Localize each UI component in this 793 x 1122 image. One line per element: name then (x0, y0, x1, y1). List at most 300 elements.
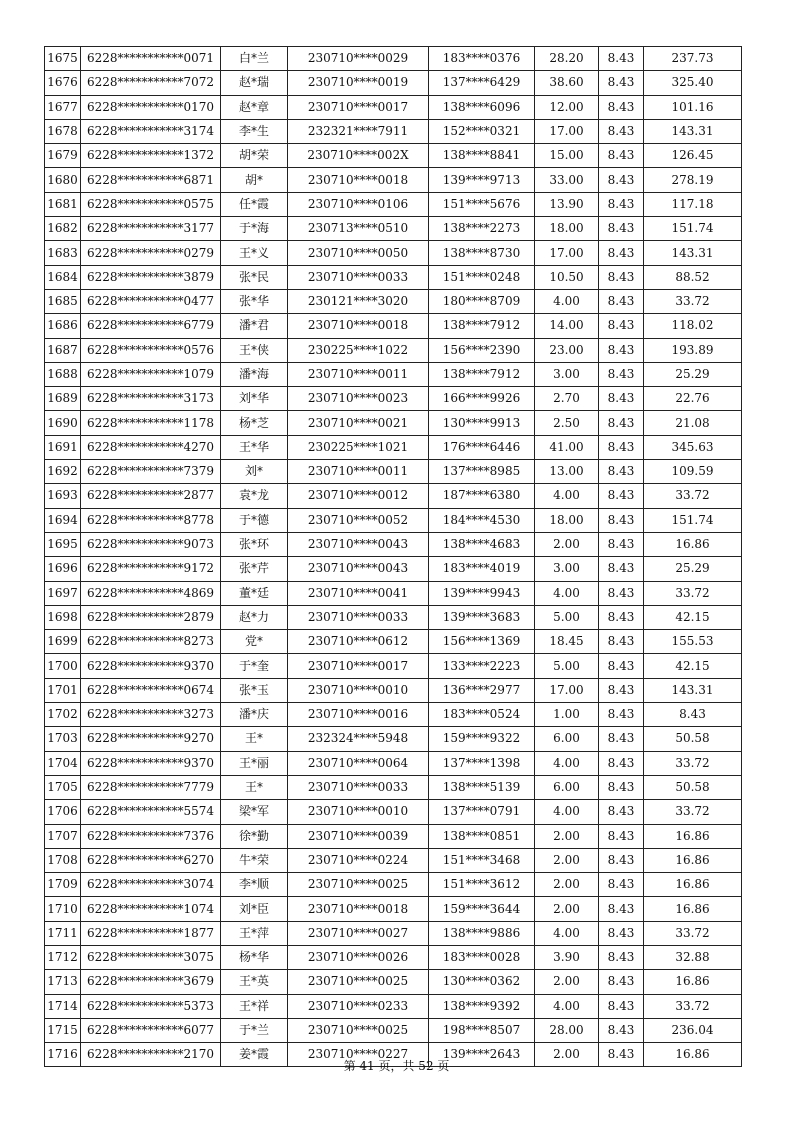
cell-unit-rate: 8.43 (599, 241, 644, 265)
cell-holder-name: 王*义 (221, 241, 288, 265)
cell-amount: 143.31 (644, 241, 742, 265)
cell-bank-account: 6228***********5574 (81, 800, 221, 824)
cell-phone-number: 138****7912 (429, 314, 535, 338)
cell-row-index: 1705 (45, 775, 81, 799)
table-row (45, 848, 742, 872)
cell-bank-account: 6228***********1074 (81, 897, 221, 921)
cell-id-number: 230710****0012 (288, 484, 429, 508)
cell-id-number: 230710****0224 (288, 848, 429, 872)
cell-unit-rate: 8.43 (599, 71, 644, 95)
cell-bank-account: 6228***********0170 (81, 95, 221, 119)
cell-row-index: 1701 (45, 678, 81, 702)
cell-holder-name: 党* (221, 630, 288, 654)
cell-holder-name: 王* (221, 775, 288, 799)
cell-id-number: 230710****0011 (288, 460, 429, 484)
cell-row-index: 1703 (45, 727, 81, 751)
cell-area: 13.90 (535, 192, 599, 216)
cell-amount: 50.58 (644, 727, 742, 751)
cell-row-index: 1714 (45, 994, 81, 1018)
cell-holder-name: 赵*瑞 (221, 71, 288, 95)
cell-id-number: 230710****0029 (288, 47, 429, 71)
cell-bank-account: 6228***********1079 (81, 362, 221, 386)
cell-area: 23.00 (535, 338, 599, 362)
cell-holder-name: 王*英 (221, 970, 288, 994)
cell-unit-rate: 8.43 (599, 824, 644, 848)
cell-unit-rate: 8.43 (599, 994, 644, 1018)
cell-bank-account: 6228***********3177 (81, 217, 221, 241)
cell-phone-number: 138****5139 (429, 775, 535, 799)
cell-amount: 16.86 (644, 532, 742, 556)
cell-id-number: 230710****0227 (288, 1043, 429, 1067)
cell-holder-name: 于*海 (221, 217, 288, 241)
cell-bank-account: 6228***********0576 (81, 338, 221, 362)
cell-unit-rate: 8.43 (599, 1018, 644, 1042)
cell-bank-account: 6228***********6077 (81, 1018, 221, 1042)
cell-area: 28.20 (535, 47, 599, 71)
cell-phone-number: 138****8841 (429, 144, 535, 168)
cell-unit-rate: 8.43 (599, 338, 644, 362)
cell-row-index: 1704 (45, 751, 81, 775)
cell-holder-name: 王*祥 (221, 994, 288, 1018)
cell-row-index: 1707 (45, 824, 81, 848)
cell-unit-rate: 8.43 (599, 217, 644, 241)
cell-bank-account: 6228***********3679 (81, 970, 221, 994)
cell-phone-number: 152****0321 (429, 119, 535, 143)
cell-bank-account: 6228***********0279 (81, 241, 221, 265)
table-row (45, 95, 742, 119)
cell-amount: 33.72 (644, 994, 742, 1018)
cell-row-index: 1710 (45, 897, 81, 921)
cell-holder-name: 王* (221, 727, 288, 751)
table-row (45, 775, 742, 799)
table-row (45, 800, 742, 824)
cell-row-index: 1686 (45, 314, 81, 338)
cell-phone-number: 159****9322 (429, 727, 535, 751)
cell-phone-number: 151****5676 (429, 192, 535, 216)
cell-row-index: 1691 (45, 435, 81, 459)
cell-id-number: 230710****0023 (288, 387, 429, 411)
cell-bank-account: 6228***********3074 (81, 873, 221, 897)
cell-bank-account: 6228***********8273 (81, 630, 221, 654)
cell-amount: 33.72 (644, 289, 742, 313)
cell-amount: 236.04 (644, 1018, 742, 1042)
cell-row-index: 1700 (45, 654, 81, 678)
cell-id-number: 230710****0021 (288, 411, 429, 435)
cell-row-index: 1716 (45, 1043, 81, 1067)
cell-holder-name: 潘*君 (221, 314, 288, 338)
table-row (45, 654, 742, 678)
cell-row-index: 1679 (45, 144, 81, 168)
cell-id-number: 230713****0510 (288, 217, 429, 241)
cell-amount: 16.86 (644, 1043, 742, 1067)
cell-unit-rate: 8.43 (599, 775, 644, 799)
cell-unit-rate: 8.43 (599, 192, 644, 216)
cell-phone-number: 139****9943 (429, 581, 535, 605)
cell-bank-account: 6228***********9073 (81, 532, 221, 556)
cell-bank-account: 6228***********2877 (81, 484, 221, 508)
table-row (45, 71, 742, 95)
cell-unit-rate: 8.43 (599, 484, 644, 508)
cell-id-number: 230225****1021 (288, 435, 429, 459)
cell-id-number: 230710****0052 (288, 508, 429, 532)
cell-phone-number: 180****8709 (429, 289, 535, 313)
cell-row-index: 1693 (45, 484, 81, 508)
cell-area: 6.00 (535, 775, 599, 799)
cell-id-number: 230121****3020 (288, 289, 429, 313)
cell-phone-number: 138****9392 (429, 994, 535, 1018)
cell-id-number: 230225****1022 (288, 338, 429, 362)
cell-unit-rate: 8.43 (599, 508, 644, 532)
table-row (45, 532, 742, 556)
cell-amount: 25.29 (644, 557, 742, 581)
cell-amount: 42.15 (644, 654, 742, 678)
cell-holder-name: 张*民 (221, 265, 288, 289)
cell-row-index: 1699 (45, 630, 81, 654)
cell-phone-number: 138****6096 (429, 95, 535, 119)
cell-phone-number: 156****2390 (429, 338, 535, 362)
cell-holder-name: 任*霞 (221, 192, 288, 216)
cell-row-index: 1713 (45, 970, 81, 994)
cell-phone-number: 187****6380 (429, 484, 535, 508)
table-row (45, 751, 742, 775)
cell-amount: 16.86 (644, 873, 742, 897)
cell-unit-rate: 8.43 (599, 970, 644, 994)
cell-amount: 325.40 (644, 71, 742, 95)
table-row (45, 362, 742, 386)
cell-holder-name: 王*丽 (221, 751, 288, 775)
cell-id-number: 230710****0018 (288, 168, 429, 192)
cell-id-number: 230710****0043 (288, 532, 429, 556)
cell-phone-number: 139****9713 (429, 168, 535, 192)
cell-holder-name: 徐*勤 (221, 824, 288, 848)
cell-row-index: 1708 (45, 848, 81, 872)
cell-amount: 143.31 (644, 119, 742, 143)
cell-unit-rate: 8.43 (599, 119, 644, 143)
cell-phone-number: 183****0376 (429, 47, 535, 71)
cell-unit-rate: 8.43 (599, 435, 644, 459)
cell-row-index: 1684 (45, 265, 81, 289)
cell-holder-name: 王*侠 (221, 338, 288, 362)
cell-id-number: 230710****0025 (288, 873, 429, 897)
cell-bank-account: 6228***********6270 (81, 848, 221, 872)
cell-unit-rate: 8.43 (599, 581, 644, 605)
cell-phone-number: 183****4019 (429, 557, 535, 581)
cell-phone-number: 184****4530 (429, 508, 535, 532)
cell-area: 3.90 (535, 945, 599, 969)
cell-area: 3.00 (535, 557, 599, 581)
cell-bank-account: 6228***********9270 (81, 727, 221, 751)
cell-row-index: 1685 (45, 289, 81, 313)
cell-unit-rate: 8.43 (599, 654, 644, 678)
cell-id-number: 230710****0064 (288, 751, 429, 775)
cell-bank-account: 6228***********1372 (81, 144, 221, 168)
cell-bank-account: 6228***********3075 (81, 945, 221, 969)
cell-holder-name: 胡* (221, 168, 288, 192)
cell-id-number: 230710****0025 (288, 1018, 429, 1042)
table-row (45, 945, 742, 969)
cell-area: 4.00 (535, 581, 599, 605)
table-row (45, 484, 742, 508)
cell-bank-account: 6228***********1877 (81, 921, 221, 945)
cell-area: 12.00 (535, 95, 599, 119)
table-row (45, 678, 742, 702)
cell-holder-name: 李*生 (221, 119, 288, 143)
cell-amount: 16.86 (644, 897, 742, 921)
cell-bank-account: 6228***********7072 (81, 71, 221, 95)
cell-row-index: 1683 (45, 241, 81, 265)
table-row (45, 289, 742, 313)
cell-area: 38.60 (535, 71, 599, 95)
cell-area: 3.00 (535, 362, 599, 386)
table-row (45, 119, 742, 143)
cell-bank-account: 6228***********0674 (81, 678, 221, 702)
cell-area: 41.00 (535, 435, 599, 459)
cell-id-number: 230710****0612 (288, 630, 429, 654)
cell-phone-number: 183****0524 (429, 703, 535, 727)
table-row (45, 824, 742, 848)
table-row (45, 168, 742, 192)
cell-unit-rate: 8.43 (599, 265, 644, 289)
cell-amount: 16.86 (644, 824, 742, 848)
cell-phone-number: 166****9926 (429, 387, 535, 411)
cell-bank-account: 6228***********4869 (81, 581, 221, 605)
cell-area: 4.00 (535, 994, 599, 1018)
cell-phone-number: 138****0851 (429, 824, 535, 848)
cell-holder-name: 白*兰 (221, 47, 288, 71)
cell-id-number: 230710****0018 (288, 314, 429, 338)
cell-id-number: 230710****0050 (288, 241, 429, 265)
cell-unit-rate: 8.43 (599, 873, 644, 897)
cell-row-index: 1697 (45, 581, 81, 605)
table-row (45, 460, 742, 484)
cell-amount: 345.63 (644, 435, 742, 459)
cell-row-index: 1678 (45, 119, 81, 143)
cell-holder-name: 于*奎 (221, 654, 288, 678)
cell-amount: 237.73 (644, 47, 742, 71)
cell-id-number: 232321****7911 (288, 119, 429, 143)
cell-area: 17.00 (535, 678, 599, 702)
cell-amount: 143.31 (644, 678, 742, 702)
cell-area: 28.00 (535, 1018, 599, 1042)
cell-area: 2.00 (535, 848, 599, 872)
cell-area: 4.00 (535, 921, 599, 945)
cell-amount: 16.86 (644, 848, 742, 872)
cell-holder-name: 刘*华 (221, 387, 288, 411)
cell-phone-number: 198****8507 (429, 1018, 535, 1042)
cell-row-index: 1677 (45, 95, 81, 119)
cell-row-index: 1698 (45, 605, 81, 629)
cell-row-index: 1688 (45, 362, 81, 386)
cell-amount: 50.58 (644, 775, 742, 799)
cell-amount: 42.15 (644, 605, 742, 629)
cell-unit-rate: 8.43 (599, 1043, 644, 1067)
cell-unit-rate: 8.43 (599, 47, 644, 71)
cell-row-index: 1676 (45, 71, 81, 95)
cell-phone-number: 137****8985 (429, 460, 535, 484)
cell-holder-name: 袁*龙 (221, 484, 288, 508)
cell-amount: 33.72 (644, 921, 742, 945)
cell-phone-number: 138****9886 (429, 921, 535, 945)
cell-phone-number: 139****2643 (429, 1043, 535, 1067)
cell-area: 14.00 (535, 314, 599, 338)
cell-unit-rate: 8.43 (599, 95, 644, 119)
cell-holder-name: 董*廷 (221, 581, 288, 605)
cell-holder-name: 于*兰 (221, 1018, 288, 1042)
cell-id-number: 230710****0016 (288, 703, 429, 727)
table-body (45, 47, 742, 1067)
cell-unit-rate: 8.43 (599, 897, 644, 921)
cell-amount: 193.89 (644, 338, 742, 362)
cell-holder-name: 赵*力 (221, 605, 288, 629)
cell-unit-rate: 8.43 (599, 168, 644, 192)
table-row (45, 435, 742, 459)
cell-holder-name: 胡*荣 (221, 144, 288, 168)
cell-phone-number: 136****2977 (429, 678, 535, 702)
subsidy-table (44, 46, 742, 1067)
cell-area: 2.70 (535, 387, 599, 411)
cell-unit-rate: 8.43 (599, 945, 644, 969)
table-row (45, 508, 742, 532)
cell-bank-account: 6228***********3173 (81, 387, 221, 411)
cell-id-number: 230710****0017 (288, 95, 429, 119)
cell-holder-name: 姜*霞 (221, 1043, 288, 1067)
cell-row-index: 1695 (45, 532, 81, 556)
cell-row-index: 1696 (45, 557, 81, 581)
table-row (45, 557, 742, 581)
cell-phone-number: 138****8730 (429, 241, 535, 265)
cell-holder-name: 赵*章 (221, 95, 288, 119)
cell-bank-account: 6228***********9172 (81, 557, 221, 581)
cell-amount: 8.43 (644, 703, 742, 727)
cell-id-number: 230710****0025 (288, 970, 429, 994)
cell-holder-name: 王*萍 (221, 921, 288, 945)
cell-row-index: 1709 (45, 873, 81, 897)
cell-area: 4.00 (535, 800, 599, 824)
cell-row-index: 1681 (45, 192, 81, 216)
cell-area: 17.00 (535, 119, 599, 143)
cell-amount: 22.76 (644, 387, 742, 411)
table-row (45, 265, 742, 289)
cell-unit-rate: 8.43 (599, 362, 644, 386)
cell-area: 1.00 (535, 703, 599, 727)
cell-phone-number: 130****9913 (429, 411, 535, 435)
cell-amount: 109.59 (644, 460, 742, 484)
cell-phone-number: 137****1398 (429, 751, 535, 775)
cell-phone-number: 137****6429 (429, 71, 535, 95)
table-row (45, 192, 742, 216)
cell-amount: 32.88 (644, 945, 742, 969)
cell-phone-number: 159****3644 (429, 897, 535, 921)
cell-amount: 278.19 (644, 168, 742, 192)
cell-unit-rate: 8.43 (599, 727, 644, 751)
cell-area: 17.00 (535, 241, 599, 265)
cell-area: 18.00 (535, 508, 599, 532)
cell-id-number: 230710****0033 (288, 605, 429, 629)
cell-holder-name: 梁*军 (221, 800, 288, 824)
cell-unit-rate: 8.43 (599, 921, 644, 945)
cell-unit-rate: 8.43 (599, 848, 644, 872)
cell-holder-name: 张*玉 (221, 678, 288, 702)
cell-unit-rate: 8.43 (599, 605, 644, 629)
cell-bank-account: 6228***********2170 (81, 1043, 221, 1067)
table-row (45, 581, 742, 605)
cell-amount: 118.02 (644, 314, 742, 338)
page-footer: 第 41 页，共 52 页 (343, 1059, 450, 1073)
cell-amount: 33.72 (644, 484, 742, 508)
cell-row-index: 1694 (45, 508, 81, 532)
cell-id-number: 230710****0027 (288, 921, 429, 945)
table-row (45, 703, 742, 727)
cell-unit-rate: 8.43 (599, 703, 644, 727)
cell-unit-rate: 8.43 (599, 460, 644, 484)
table-row (45, 241, 742, 265)
cell-unit-rate: 8.43 (599, 751, 644, 775)
cell-id-number: 230710****0011 (288, 362, 429, 386)
cell-row-index: 1680 (45, 168, 81, 192)
cell-amount: 88.52 (644, 265, 742, 289)
cell-holder-name: 潘*庆 (221, 703, 288, 727)
cell-holder-name: 杨*芝 (221, 411, 288, 435)
cell-area: 2.00 (535, 532, 599, 556)
cell-phone-number: 139****3683 (429, 605, 535, 629)
cell-row-index: 1715 (45, 1018, 81, 1042)
cell-phone-number: 130****0362 (429, 970, 535, 994)
cell-phone-number: 138****2273 (429, 217, 535, 241)
cell-phone-number: 151****0248 (429, 265, 535, 289)
cell-row-index: 1690 (45, 411, 81, 435)
cell-bank-account: 6228***********9370 (81, 751, 221, 775)
table-row (45, 970, 742, 994)
table-row (45, 217, 742, 241)
cell-bank-account: 6228***********7779 (81, 775, 221, 799)
cell-phone-number: 137****0791 (429, 800, 535, 824)
cell-bank-account: 6228***********8778 (81, 508, 221, 532)
cell-area: 18.45 (535, 630, 599, 654)
cell-amount: 16.86 (644, 970, 742, 994)
cell-amount: 33.72 (644, 800, 742, 824)
cell-area: 2.00 (535, 1043, 599, 1067)
cell-area: 2.00 (535, 970, 599, 994)
table-row (45, 144, 742, 168)
cell-area: 4.00 (535, 289, 599, 313)
cell-area: 10.50 (535, 265, 599, 289)
cell-holder-name: 张*华 (221, 289, 288, 313)
cell-amount: 21.08 (644, 411, 742, 435)
cell-row-index: 1692 (45, 460, 81, 484)
cell-bank-account: 6228***********9370 (81, 654, 221, 678)
cell-id-number: 230710****0106 (288, 192, 429, 216)
cell-holder-name: 于*德 (221, 508, 288, 532)
table-row (45, 897, 742, 921)
cell-id-number: 230710****0010 (288, 800, 429, 824)
cell-area: 4.00 (535, 751, 599, 775)
cell-area: 18.00 (535, 217, 599, 241)
cell-phone-number: 183****0028 (429, 945, 535, 969)
cell-id-number: 230710****0026 (288, 945, 429, 969)
cell-id-number: 230710****0041 (288, 581, 429, 605)
cell-id-number: 230710****0233 (288, 994, 429, 1018)
cell-area: 33.00 (535, 168, 599, 192)
cell-unit-rate: 8.43 (599, 532, 644, 556)
cell-bank-account: 6228***********4270 (81, 435, 221, 459)
cell-amount: 151.74 (644, 217, 742, 241)
cell-row-index: 1687 (45, 338, 81, 362)
cell-bank-account: 6228***********5373 (81, 994, 221, 1018)
cell-holder-name: 牛*荣 (221, 848, 288, 872)
cell-row-index: 1711 (45, 921, 81, 945)
cell-bank-account: 6228***********7379 (81, 460, 221, 484)
cell-phone-number: 151****3468 (429, 848, 535, 872)
